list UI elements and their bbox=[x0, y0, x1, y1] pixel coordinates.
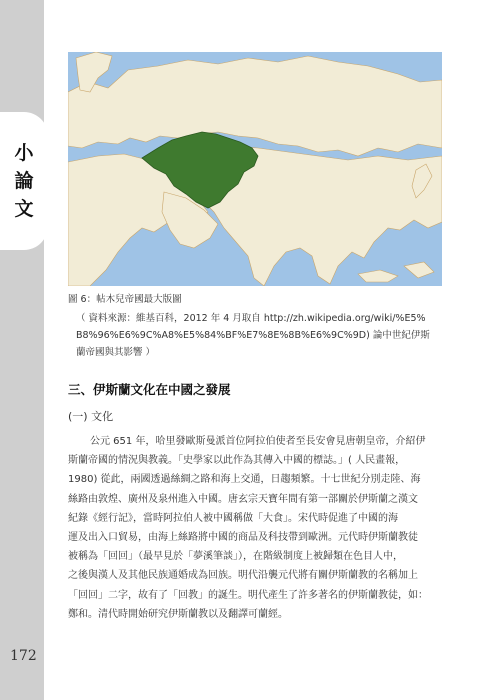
paragraph-line: 1980) 從此，兩國透過絲綢之路和海上交通，日趨頻繁。十七世紀分別走陸、海 bbox=[68, 474, 421, 486]
figure-source bbox=[76, 310, 444, 361]
paragraph-line: 「回回」二字，故有了「回教」的誕生。明代產生了許多著名的伊斯蘭教徒，如： bbox=[68, 589, 428, 601]
paragraph-line: 之後與漢人及其他民族通婚成為回族。明代沿襲元代將有關伊斯蘭教的名稱加上 bbox=[68, 570, 418, 582]
paragraph-line: 運及出入口貿易，由海上絲路將中國的商品及科技帶到歐洲。元代時伊斯蘭教徒 bbox=[68, 532, 418, 544]
figure-caption: 圖 6：帖木兒帝國最大版圖 bbox=[68, 294, 182, 305]
section-title: 三、伊斯蘭文化在中國之發展 bbox=[68, 382, 231, 397]
empire-map bbox=[68, 52, 442, 286]
body-paragraph bbox=[68, 432, 444, 624]
page-number: 172 bbox=[10, 648, 37, 664]
paragraph-line: 公元 651 年，哈里發歐斯曼派首位阿拉伯使者至長安會見唐朝皇帝，介紹伊 bbox=[90, 436, 426, 447]
tab-char: 小 bbox=[14, 142, 34, 164]
map-image bbox=[68, 52, 442, 286]
subsection-title: (一) 文化 bbox=[68, 410, 114, 423]
paragraph-line: 被稱為「回回」（最早見於「夢溪筆談」），在階級制度上被歸類在色目人中， bbox=[68, 551, 403, 563]
section-tab bbox=[0, 112, 48, 250]
paragraph-line: 紀錄《經行記》，當時阿拉伯人被中國稱做「大食」。宋代時促進了中國的海 bbox=[68, 512, 398, 524]
tab-char: 文 bbox=[14, 198, 34, 220]
source-line: B8%96%E6%9C%A8%E5%84%BF%E7%8E%8B%E6%9C%9D) 論中世紀伊斯 bbox=[76, 330, 430, 341]
sidebar bbox=[0, 0, 44, 700]
tab-char: 論 bbox=[14, 170, 34, 192]
source-line: 蘭帝國與其影響 ） bbox=[76, 347, 156, 358]
source-line: （ 資料來源：維基百科，2012 年 4 月取自 http://zh.wikipedia.org/wiki/%E5% bbox=[76, 313, 426, 324]
paragraph-line: 絲路由敦煌、廣州及泉州進入中國。唐玄宗天寶年間有第一部關於伊斯蘭之漢文 bbox=[68, 493, 418, 505]
paragraph-line: 鄭和。清代時開始研究伊斯蘭教以及翻譯可蘭經。 bbox=[68, 608, 288, 620]
paragraph-line: 斯蘭帝國的情況與教義。「史學家以此作為其傳入中國的標誌。」( 人民畫報， bbox=[68, 455, 406, 467]
